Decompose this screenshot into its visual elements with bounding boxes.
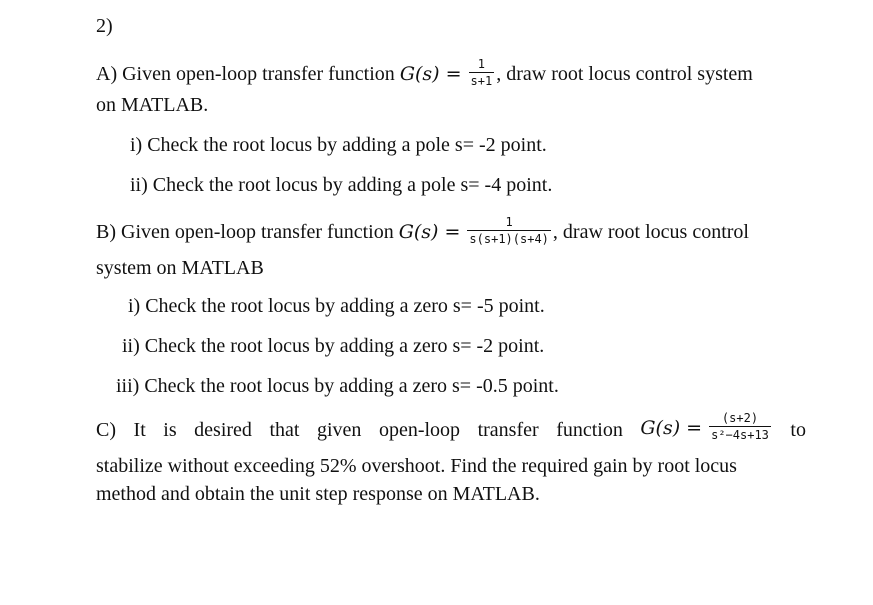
part-c-line-2: stabilize without exceeding 52% overshoot. Find the required gain by root locus	[96, 455, 737, 477]
part-a-frac-denominator: s+1	[470, 74, 493, 88]
part-c-word: open-loop	[378, 418, 461, 441]
part-c-word: C)	[96, 418, 116, 441]
part-c-word: transfer	[477, 418, 539, 441]
part-b-item-3: iii) Check the root locus by adding a zero s= -0.5 point.	[116, 375, 559, 397]
part-c-equation	[640, 411, 773, 445]
part-b-item-1: i) Check the root locus by adding a zero s= -5 point.	[128, 295, 545, 317]
part-c-line-3: method and obtain the unit step response on MATLAB.	[96, 483, 540, 505]
part-c-word: is	[163, 418, 177, 441]
question-number: 2)	[96, 15, 113, 37]
part-c-word: that	[269, 418, 300, 441]
part-a-fraction	[469, 57, 495, 88]
part-a-item-2: ii) Check the root locus by adding a pole s= -4 point.	[130, 174, 553, 196]
part-c-gs: G(s) =	[640, 417, 703, 440]
part-c-frac-denominator: s²−4s+13	[711, 428, 769, 442]
part-c-fraction	[709, 411, 771, 442]
part-a-frac-comma: ,	[496, 63, 502, 86]
part-b-fraction	[467, 215, 550, 246]
part-b-item-2: ii) Check the root locus by adding a zero s= -2 point.	[122, 335, 545, 357]
part-a-lead: A) Given open-loop transfer function	[96, 63, 395, 86]
part-a-line-2: on MATLAB.	[96, 94, 209, 116]
part-c-word: desired	[194, 418, 252, 441]
part-b-line-1	[96, 215, 749, 249]
part-a-item-1: i) Check the root locus by adding a pole s= -2 point.	[130, 134, 547, 156]
part-a-line-1	[96, 57, 753, 91]
part-b-frac-comma: ,	[552, 221, 558, 244]
part-a-frac-numerator: 1	[469, 57, 495, 73]
part-c-word: given	[316, 418, 362, 441]
part-b-line-2: system on MATLAB	[96, 257, 264, 279]
part-c-line-1	[96, 411, 806, 445]
part-b-gs: G(s) =	[398, 221, 461, 244]
part-a-rest: draw root locus control system	[506, 63, 753, 86]
part-a-gs: G(s) =	[399, 63, 462, 86]
part-b-lead: B) Given open-loop transfer function	[96, 221, 394, 244]
part-c-word: function	[556, 418, 623, 441]
part-c-word: It	[133, 418, 146, 441]
part-b-frac-denominator: s(s+1)(s+4)	[469, 232, 549, 246]
part-b-frac-numerator: 1	[467, 215, 550, 231]
part-c-after: to	[790, 418, 806, 441]
part-b-rest: draw root locus control	[562, 221, 749, 244]
part-c-frac-numerator: (s+2)	[709, 411, 771, 427]
